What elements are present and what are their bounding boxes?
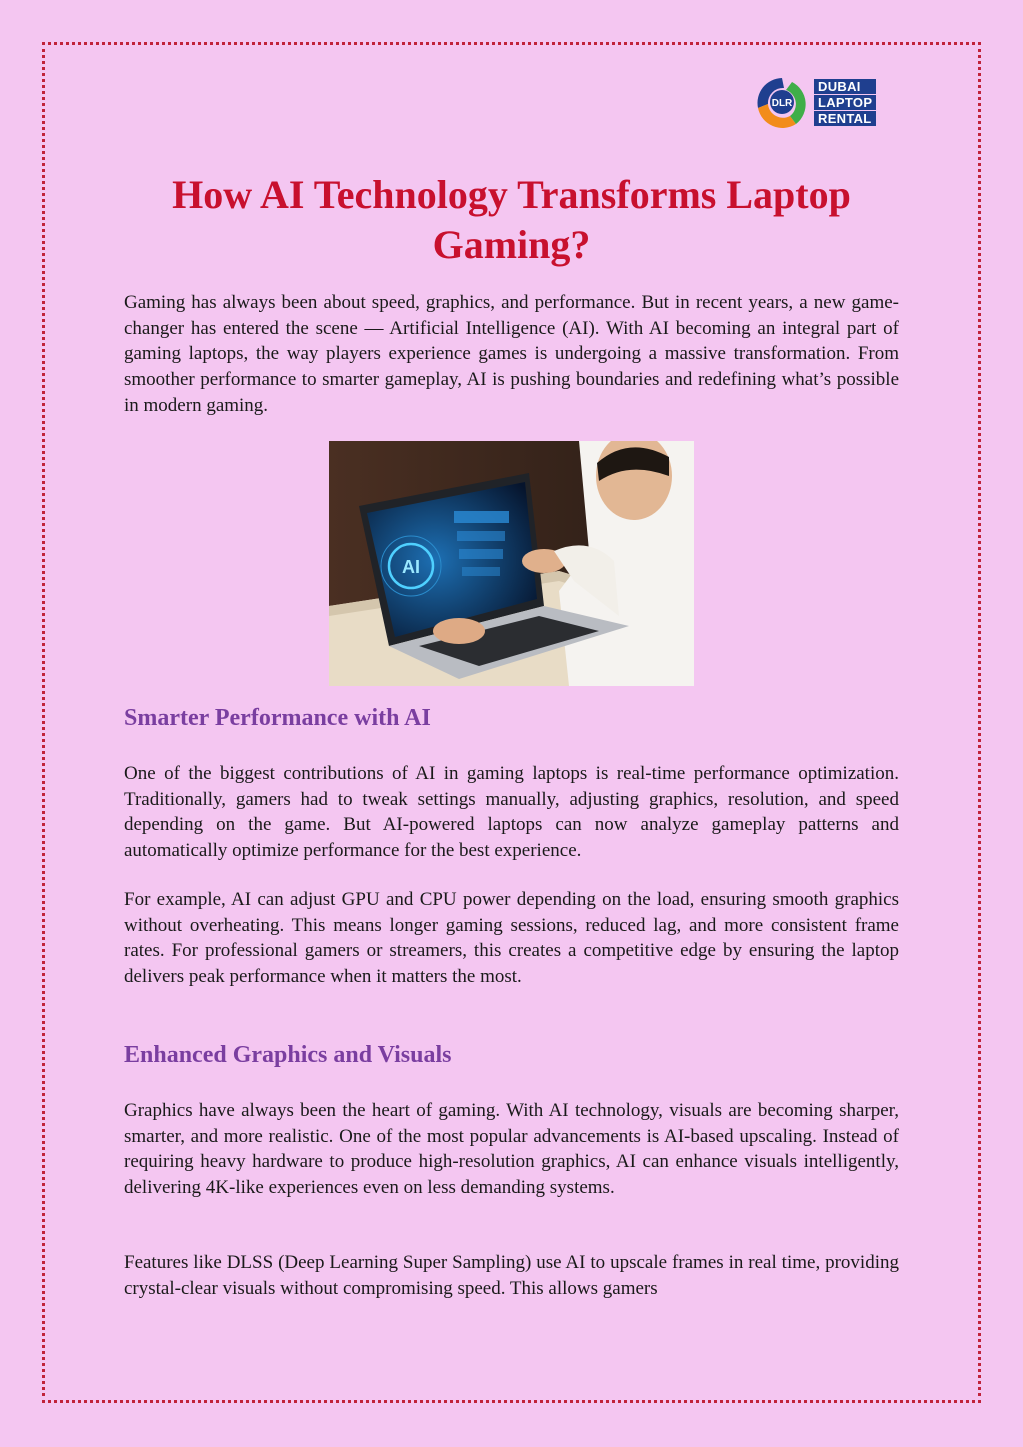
page-title: How AI Technology Transforms Laptop Gaming?: [172, 172, 851, 267]
section-heading-performance: Smarter Performance with AI: [124, 705, 431, 731]
logo-line: RENTAL: [814, 111, 876, 126]
intro-paragraph: Gaming has always been about speed, graphics, and performance. But in recent years, a new game-changer has entered the scene — Artificial Intelligence (AI). With AI becoming an integral part of gaming laptops, the way players experience games is undergoing a massive transformation. From smoother performance to smarter gameplay, AI is pushing boundaries and redefining what’s possible in modern gaming.: [124, 292, 899, 416]
logo-badge: DLR: [771, 98, 793, 109]
logo-wordmark: [814, 79, 876, 127]
logo-line: DUBAI: [814, 79, 876, 94]
hero-image: [329, 441, 694, 686]
graphics-paragraph-2: Features like DLSS (Deep Learning Super Sampling) use AI to upscale frames in real time, providing crystal-clear visuals without compromising speed. This allows gamers: [124, 1252, 899, 1299]
dubai-laptop-rental-logo[interactable]: [752, 74, 888, 132]
logo-line: LAPTOP: [814, 95, 876, 110]
ai-chip-icon: AI: [402, 557, 420, 577]
section-heading-graphics: Enhanced Graphics and Visuals: [124, 1042, 452, 1068]
performance-paragraph-1: One of the biggest contributions of AI in gaming laptops is real-time performance optimization. Traditionally, gamers had to tweak settings manually, adjusting graphics, resolution, and speed depending on the game. But AI-powered laptops can now analyze gameplay patterns and automatically optimize performance for the best experience.: [124, 763, 899, 862]
performance-paragraph-2: For example, AI can adjust GPU and CPU power depending on the load, ensuring smooth graphics without overheating. This means longer gaming sessions, reduced lag, and more consistent frame rates. For professional gamers or streamers, this creates a competitive edge by ensuring the laptop delivers peak performance when it matters the most.: [124, 889, 899, 988]
graphics-paragraph-1: Graphics have always been the heart of gaming. With AI technology, visuals are becoming sharper, smarter, and more realistic. One of the most popular advancements is AI-based upscaling. Instead of requiring heavy hardware to produce high-resolution graphics, AI can enhance visuals intelligently, delivering 4K-like experiences even on less demanding systems.: [124, 1100, 899, 1199]
logo-swirl-icon: [752, 74, 812, 132]
